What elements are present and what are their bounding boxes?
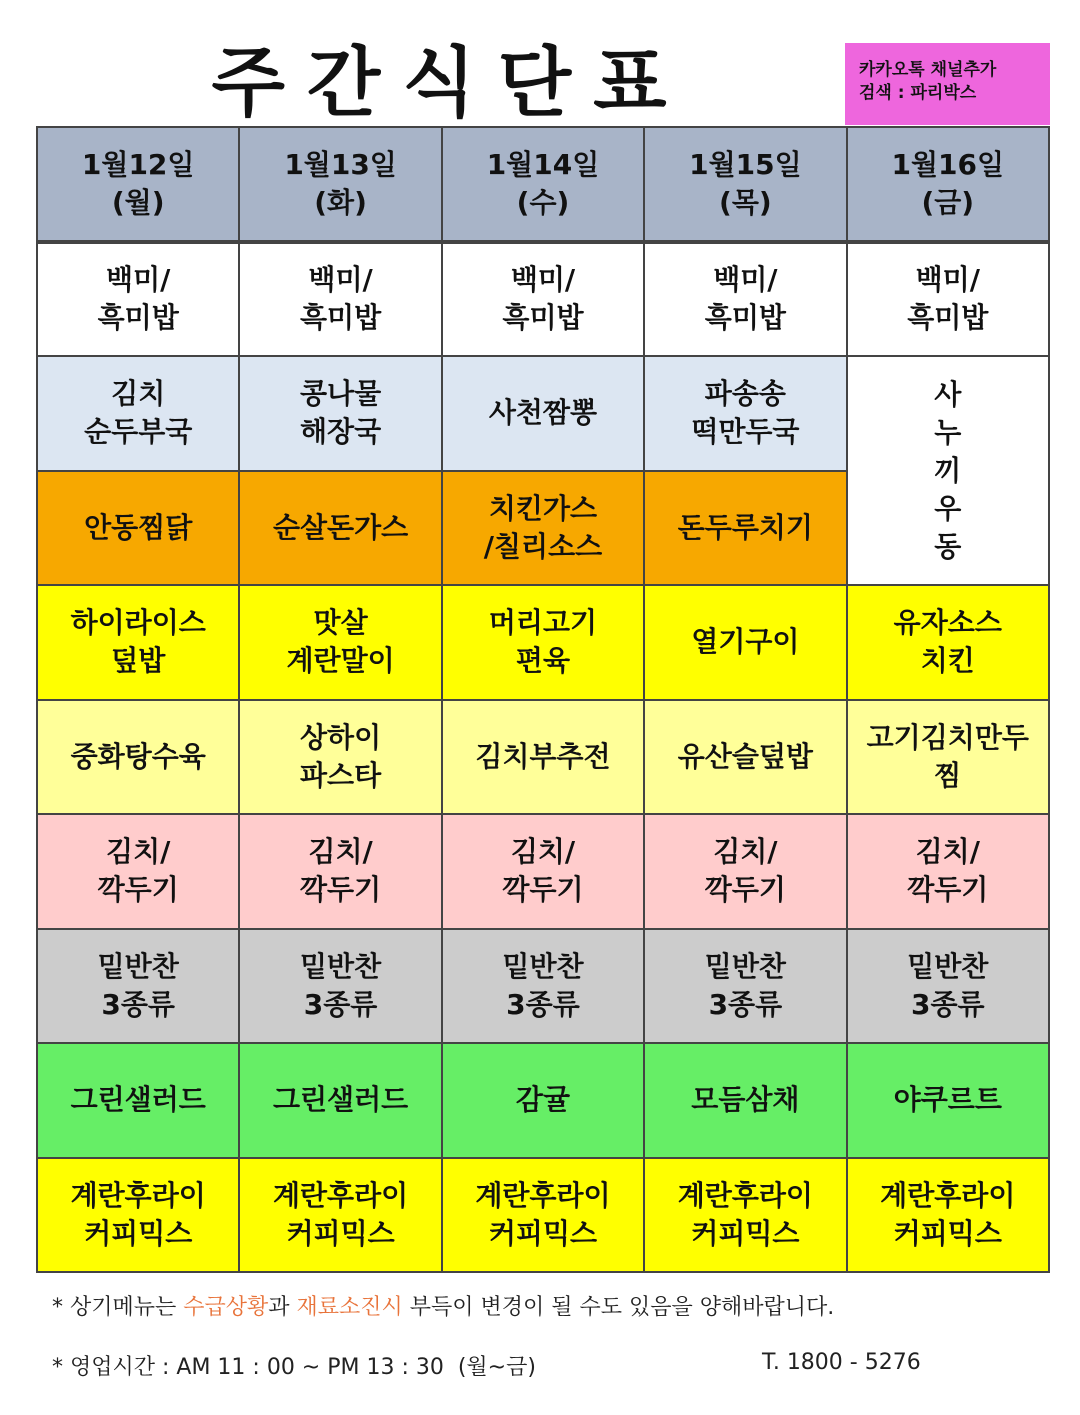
menu-cell-side1: 중화탕수육 <box>37 700 239 815</box>
menu-cell-salad: 그린샐러드 <box>37 1043 239 1158</box>
menu-cell-side1: 상하이 파스타 <box>239 700 441 815</box>
menu-change-notice <box>52 1290 834 1321</box>
rice-row <box>37 242 1049 357</box>
weekday-label: (목) <box>719 185 772 219</box>
date-label: 1월13일 <box>284 147 397 181</box>
phone-number: T. 1800 - 5276 <box>762 1350 921 1375</box>
menu-cell-main1: 치킨가스 /칠리소스 <box>442 471 644 586</box>
notice-text-a: * 상기메뉴는 <box>52 1295 184 1320</box>
menu-cell-banchan: 밑반찬 3종류 <box>37 929 239 1044</box>
kakao-channel-box <box>845 43 1050 125</box>
notice-text-b: 과 <box>268 1295 297 1320</box>
menu-cell-soup: 사천짬뽕 <box>442 356 644 471</box>
menu-cell-extra: 계란후라이 커피믹스 <box>847 1158 1049 1273</box>
side1-row <box>37 700 1049 815</box>
notice-highlight-soldout: 재료소진시 <box>296 1295 403 1320</box>
page-title: 주간식단표 <box>211 38 689 127</box>
menu-cell-kimchi: 김치/ 깍두기 <box>847 814 1049 929</box>
menu-cell-soup: 김치 순두부국 <box>37 356 239 471</box>
menu-cell-rice: 백미/ 흑미밥 <box>847 242 1049 357</box>
main2-row <box>37 585 1049 700</box>
date-label: 1월12일 <box>81 147 195 181</box>
menu-cell-salad: 감귤 <box>442 1043 644 1158</box>
notice-text-c: 부득이 변경이 될 수도 있음을 양해바랍니다. <box>402 1295 835 1320</box>
date-label: 1월16일 <box>891 147 1005 181</box>
kimchi-row <box>37 814 1049 929</box>
extra-row <box>37 1158 1049 1273</box>
kakao-line-2: 검색 : 파리박스 <box>859 83 977 103</box>
menu-cell-banchan: 밑반찬 3종류 <box>442 929 644 1044</box>
date-header-cell <box>847 127 1049 242</box>
kakao-line-1: 카카오톡 채널추가 <box>859 60 997 80</box>
menu-cell-banchan: 밑반찬 3종류 <box>239 929 441 1044</box>
menu-cell-kimchi: 김치/ 깍두기 <box>37 814 239 929</box>
menu-cell-main2: 하이라이스 덮밥 <box>37 585 239 700</box>
menu-cell-main1: 안동찜닭 <box>37 471 239 586</box>
date-label: 1월14일 <box>486 147 600 181</box>
date-label: 1월15일 <box>689 147 802 181</box>
menu-cell-main2: 유자소스 치킨 <box>847 585 1049 700</box>
menu-cell-main2: 머리고기 편육 <box>442 585 644 700</box>
menu-cell-rice: 백미/ 흑미밥 <box>442 242 644 357</box>
menu-cell-kimchi: 김치/ 깍두기 <box>442 814 644 929</box>
menu-cell-extra: 계란후라이 커피믹스 <box>644 1158 846 1273</box>
menu-cell-salad: 야쿠르트 <box>847 1043 1049 1158</box>
banchan-row <box>37 929 1049 1044</box>
menu-cell-friday-special: 사 누 끼 우 동 <box>847 356 1049 585</box>
menu-cell-main1: 순살돈가스 <box>239 471 441 586</box>
menu-cell-rice: 백미/ 흑미밥 <box>239 242 441 357</box>
menu-cell-kimchi: 김치/ 깍두기 <box>644 814 846 929</box>
menu-cell-soup: 콩나물 해장국 <box>239 356 441 471</box>
menu-cell-soup: 파송송 떡만두국 <box>644 356 846 471</box>
menu-cell-banchan: 밑반찬 3종류 <box>847 929 1049 1044</box>
menu-cell-main2: 열기구이 <box>644 585 846 700</box>
business-hours: * 영업시간 : AM 11 : 00 ~ PM 13 : 30 (월~금) <box>52 1355 536 1380</box>
weekday-label: (월) <box>111 185 165 219</box>
menu-cell-side1: 김치부추전 <box>442 700 644 815</box>
menu-cell-main1: 돈두루치기 <box>644 471 846 586</box>
menu-cell-kimchi: 김치/ 깍두기 <box>239 814 441 929</box>
weekly-menu-table <box>36 126 1050 1273</box>
weekday-label: (화) <box>314 185 367 219</box>
soup-row <box>37 356 1049 471</box>
menu-cell-extra: 계란후라이 커피믹스 <box>37 1158 239 1273</box>
salad-row <box>37 1043 1049 1158</box>
menu-cell-salad: 모듬삼채 <box>644 1043 846 1158</box>
menu-cell-extra: 계란후라이 커피믹스 <box>239 1158 441 1273</box>
weekday-label: (수) <box>516 185 570 219</box>
date-header-cell <box>644 127 846 242</box>
date-header-row <box>37 127 1049 242</box>
menu-cell-salad: 그린샐러드 <box>239 1043 441 1158</box>
notice-highlight-supply: 수급상황 <box>183 1295 269 1320</box>
menu-cell-banchan: 밑반찬 3종류 <box>644 929 846 1044</box>
date-header-cell <box>239 127 441 242</box>
menu-cell-rice: 백미/ 흑미밥 <box>644 242 846 357</box>
menu-cell-main2: 맛살 계란말이 <box>239 585 441 700</box>
menu-cell-side1: 고기김치만두 찜 <box>847 700 1049 815</box>
date-header-cell <box>37 127 239 242</box>
weekday-label: (금) <box>921 185 975 219</box>
date-header-cell <box>442 127 644 242</box>
menu-cell-extra: 계란후라이 커피믹스 <box>442 1158 644 1273</box>
menu-cell-rice: 백미/ 흑미밥 <box>37 242 239 357</box>
menu-cell-side1: 유산슬덮밥 <box>644 700 846 815</box>
